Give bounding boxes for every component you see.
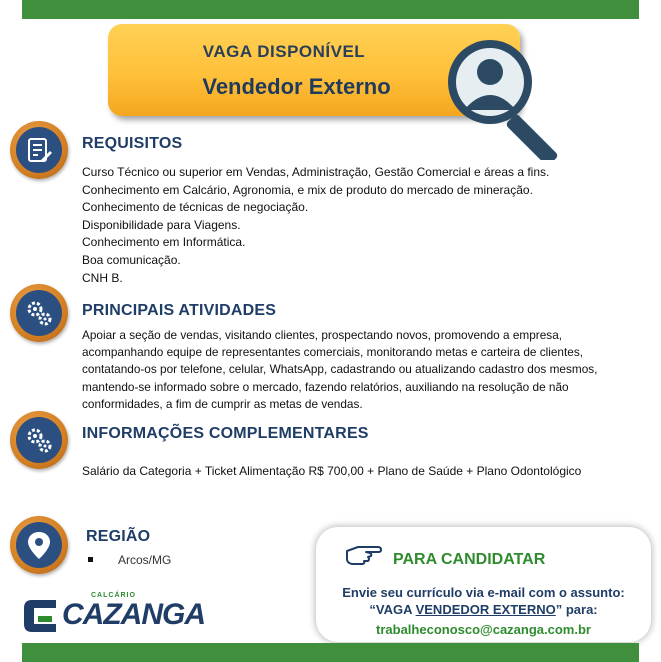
- requisitos-icon-circle: [10, 121, 68, 179]
- atividades-title: PRINCIPAIS ATIVIDADES: [82, 302, 277, 319]
- location-pin-icon: [26, 530, 52, 560]
- top-green-bar: [22, 0, 639, 19]
- regiao-icon-circle: [10, 516, 68, 574]
- logo-small-text: CALCÁRIO: [91, 592, 136, 599]
- apply-instruction: Envie seu currículo via e-mail com o assunto:: [342, 585, 625, 600]
- list-item: Boa comunicação.: [82, 252, 181, 267]
- requisitos-title: REQUISITOS: [82, 135, 183, 152]
- list-item: Conhecimento em Informática.: [82, 235, 246, 250]
- complementares-icon-circle: [10, 411, 68, 469]
- bottom-green-bar: [22, 643, 639, 662]
- atividades-text: [82, 327, 652, 413]
- requisitos-list: [82, 164, 642, 287]
- text-line: mantendo-se informado sobre o mercado, fazendo relatórios, auxiliando na resolução de não: [82, 379, 569, 394]
- list-item: Conhecimento em Calcário, Agronomia, e mix de produto do mercado de mineração.: [82, 182, 533, 197]
- bullet: [88, 557, 93, 562]
- document-edit-icon: [25, 136, 53, 164]
- banner-title: VAGA DISPONÍVEL: [202, 42, 366, 61]
- logo-name: CAZANGA: [62, 598, 205, 631]
- list-item: Conhecimento de técnicas de negociação.: [82, 200, 309, 215]
- apply-title: PARA CANDIDATAR: [393, 551, 546, 568]
- list-item: Disponibilidade para Viagens.: [82, 217, 241, 232]
- list-item: Curso Técnico ou superior em Vendas, Administração, Gestão Comercial e áreas a fins.: [82, 165, 550, 179]
- subject-prefix: “VAGA: [369, 602, 416, 617]
- company-logo: [22, 592, 205, 636]
- text-line: acompanhando equipe de representantes comerciais, monitorando metas e carteira de clientes,: [82, 345, 584, 360]
- apply-box: [316, 527, 651, 642]
- banner-subtitle: Vendedor Externo: [202, 74, 391, 99]
- apply-email-link[interactable]: trabalheconosco@cazanga.com.br: [376, 622, 591, 637]
- gears-icon: [24, 298, 54, 328]
- complementares-text: Salário da Categoria + Ticket Alimentação R$ 700,00 + Plano de Saúde + Plano Odontológico: [82, 464, 582, 478]
- atividades-icon-circle: [10, 284, 68, 342]
- regiao-value: Arcos/MG: [118, 553, 172, 567]
- text-line: conformidades, a fim de cumprir as metas de vendas.: [82, 396, 363, 411]
- list-item: CNH B.: [82, 270, 123, 285]
- magnifier-person-icon: [440, 30, 600, 160]
- text-line: contatando-os por telefone, celular, WhatsApp, cadastrando ou atualizando cadastro dos mesmos,: [82, 362, 598, 377]
- text-line: Apoiar a seção de vendas, visitando clientes, prospectando novos, promovendo a empresa,: [82, 328, 563, 342]
- complementares-title: INFORMAÇÕES COMPLEMENTARES: [82, 425, 369, 442]
- subject-suffix: ” para:: [555, 602, 598, 617]
- gears-icon: [24, 425, 54, 455]
- cazanga-logo-mark: [22, 596, 62, 634]
- subject-job: VENDEDOR EXTERNO: [415, 602, 556, 617]
- pointing-hand-icon: [344, 539, 384, 567]
- regiao-title: REGIÃO: [86, 528, 151, 545]
- apply-subject: [316, 602, 651, 617]
